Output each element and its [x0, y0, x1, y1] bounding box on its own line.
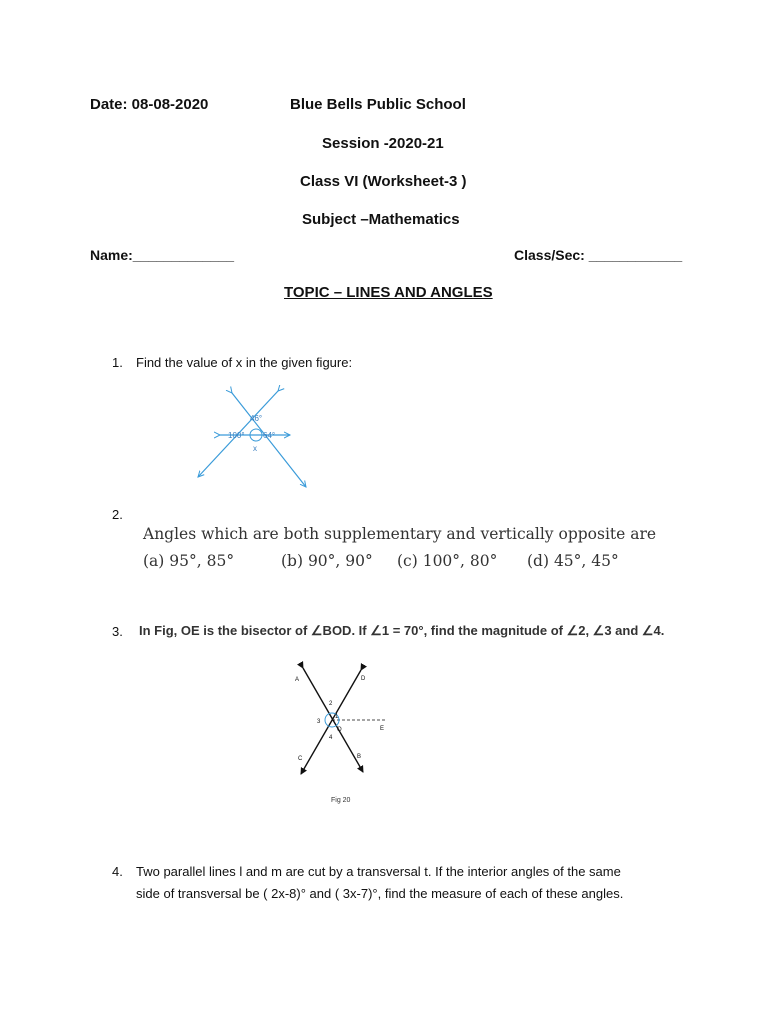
question-1-number: 1. [112, 355, 123, 370]
session-text: Session -2020-21 [322, 135, 444, 152]
question-4-line-1: Two parallel lines l and m are cut by a transversal t. If the interior angles of the same [136, 864, 621, 879]
fig3-label-e: E [380, 726, 385, 732]
question-4-number: 4. [112, 864, 123, 879]
school-name: Blue Bells Public School [290, 96, 466, 113]
fig3-line-dc [301, 670, 361, 774]
fig1-line-1 [232, 393, 306, 487]
question-2-option-c: (c) 100°, 80° [397, 552, 498, 570]
question-2-option-d: (d) 45°, 45° [527, 552, 619, 570]
question-3-text: In Fig, OE is the bisector of ∠BOD. If ∠1 = 70°, find the magnitude of ∠2, ∠3 and ∠4. [139, 623, 665, 638]
fig3-angle-3: 3 [317, 719, 321, 725]
question-2-text: Angles which are both supplementary and vertically opposite are [143, 525, 657, 543]
question-4-line-2: side of transversal be ( 2x-8)° and ( 3x-7)°, find the measure of each of these angles. [136, 886, 624, 901]
date-text: Date: 08-08-2020 [90, 96, 209, 113]
fig3-label-c: C [298, 756, 303, 762]
fig3-label-o: O [337, 727, 342, 733]
fig3-angle-2: 2 [329, 701, 333, 707]
question-3-number: 3. [112, 624, 123, 639]
fig3-caption: Fig 20 [331, 797, 351, 804]
question-1-text: Find the value of x in the given figure: [136, 355, 353, 370]
subject-text: Subject –Mathematics [302, 211, 460, 228]
name-field-label: Name:_____________ [90, 247, 235, 263]
fig1-angle-top-label: 46° [250, 414, 263, 423]
fig1-angle-right-label: 64° [263, 431, 276, 440]
question-2-option-a: (a) 95°, 85° [143, 552, 235, 570]
fig1-angle-bottom-label: x [253, 444, 257, 453]
question-3-figure [285, 660, 400, 810]
question-2-option-b: (b) 90°, 90° [281, 552, 373, 570]
fig3-label-b: B [357, 754, 362, 760]
fig3-angle-4: 4 [329, 735, 333, 741]
fig3-label-d: D [361, 676, 366, 682]
class-worksheet-text: Class VI (Worksheet-3 ) [300, 173, 467, 190]
fig3-label-a: A [295, 677, 300, 683]
topic-heading: TOPIC – LINES AND ANGLES [284, 284, 493, 301]
fig3-angle-1: 1 [335, 714, 339, 720]
question-1-figure [190, 385, 315, 490]
class-sec-field-label: Class/Sec: ____________ [514, 247, 683, 263]
fig1-angle-left-label: 100° [228, 431, 245, 440]
question-2-number: 2. [112, 507, 123, 522]
